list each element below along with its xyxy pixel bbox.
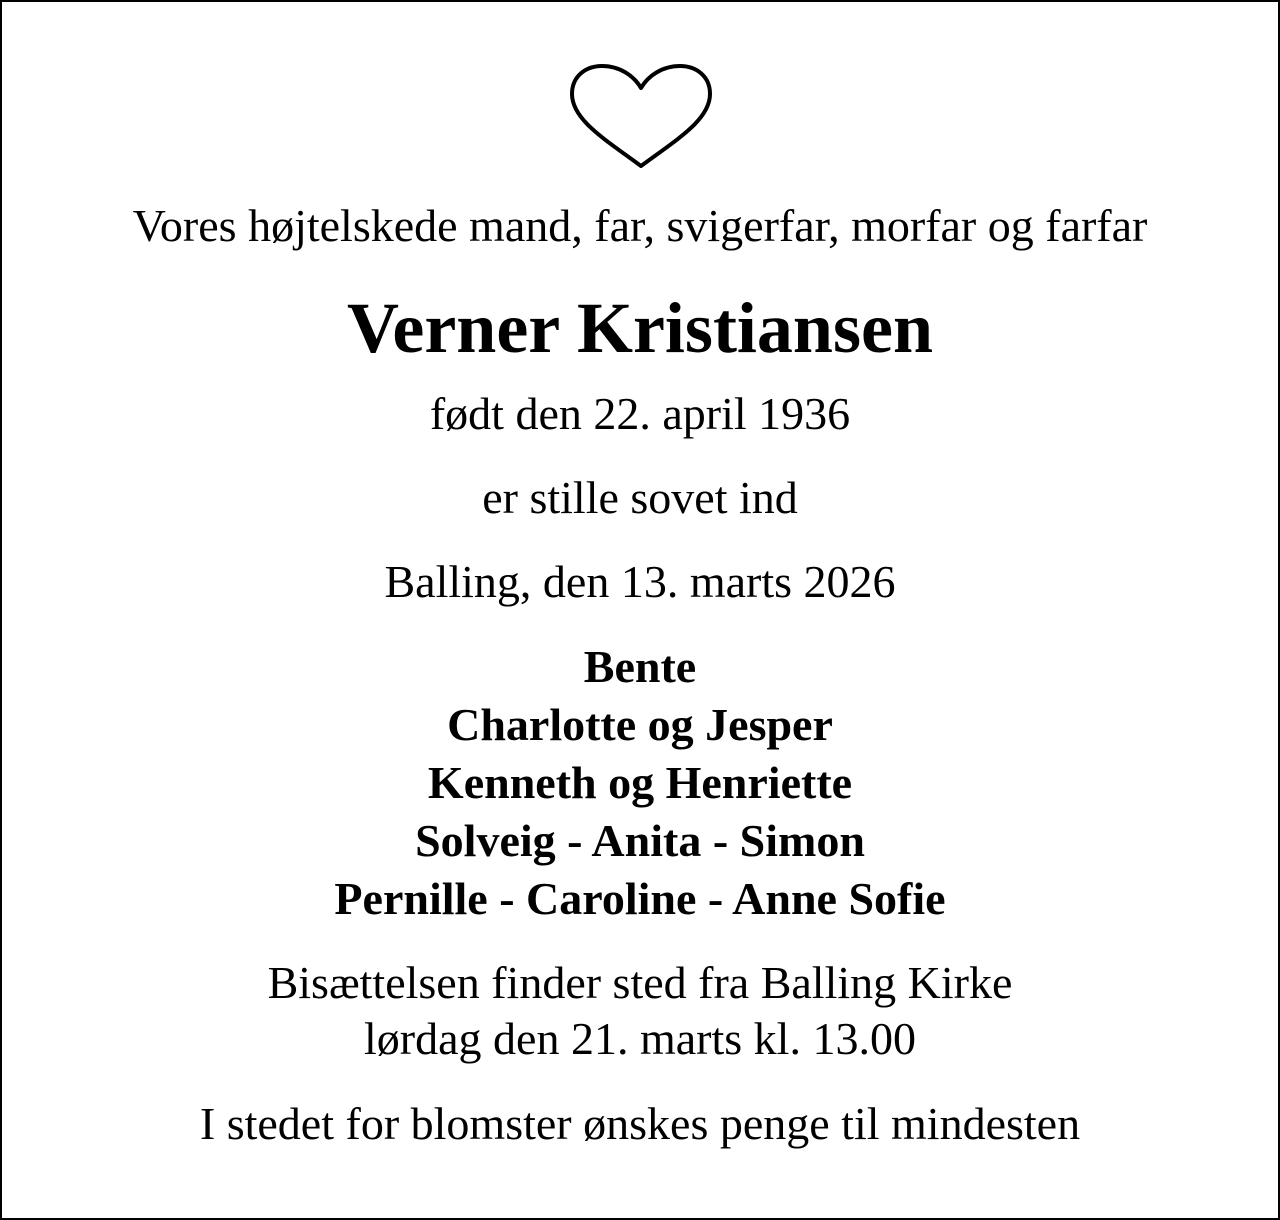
passed-text: er stille sovet ind xyxy=(482,472,798,523)
birth-date: født den 22. april 1936 xyxy=(429,388,851,439)
deceased-name: Verner Kristiansen xyxy=(347,288,933,368)
funeral-info xyxy=(0,955,1280,1067)
place-and-date: Balling, den 13. marts 2026 xyxy=(384,556,896,607)
intro-text: Vores højtelskede mand, far, svigerfar, morfar og farfar xyxy=(132,200,1148,251)
funeral-line: lørdag den 21. marts kl. 13.00 xyxy=(364,1013,916,1064)
flowers-note: I stedet for blomster ønskes penge til mindesten xyxy=(199,1098,1081,1149)
family-line: Solveig - Anita - Simon xyxy=(415,815,865,866)
heart-outline-icon xyxy=(566,62,716,172)
family-line: Charlotte og Jesper xyxy=(447,699,833,750)
family-list xyxy=(0,638,1280,928)
family-line: Pernille - Caroline - Anne Sofie xyxy=(334,873,946,924)
family-line: Bente xyxy=(583,641,697,692)
family-line: Kenneth og Henriette xyxy=(427,757,853,808)
funeral-line: Bisættelsen finder sted fra Balling Kirke xyxy=(267,957,1013,1008)
